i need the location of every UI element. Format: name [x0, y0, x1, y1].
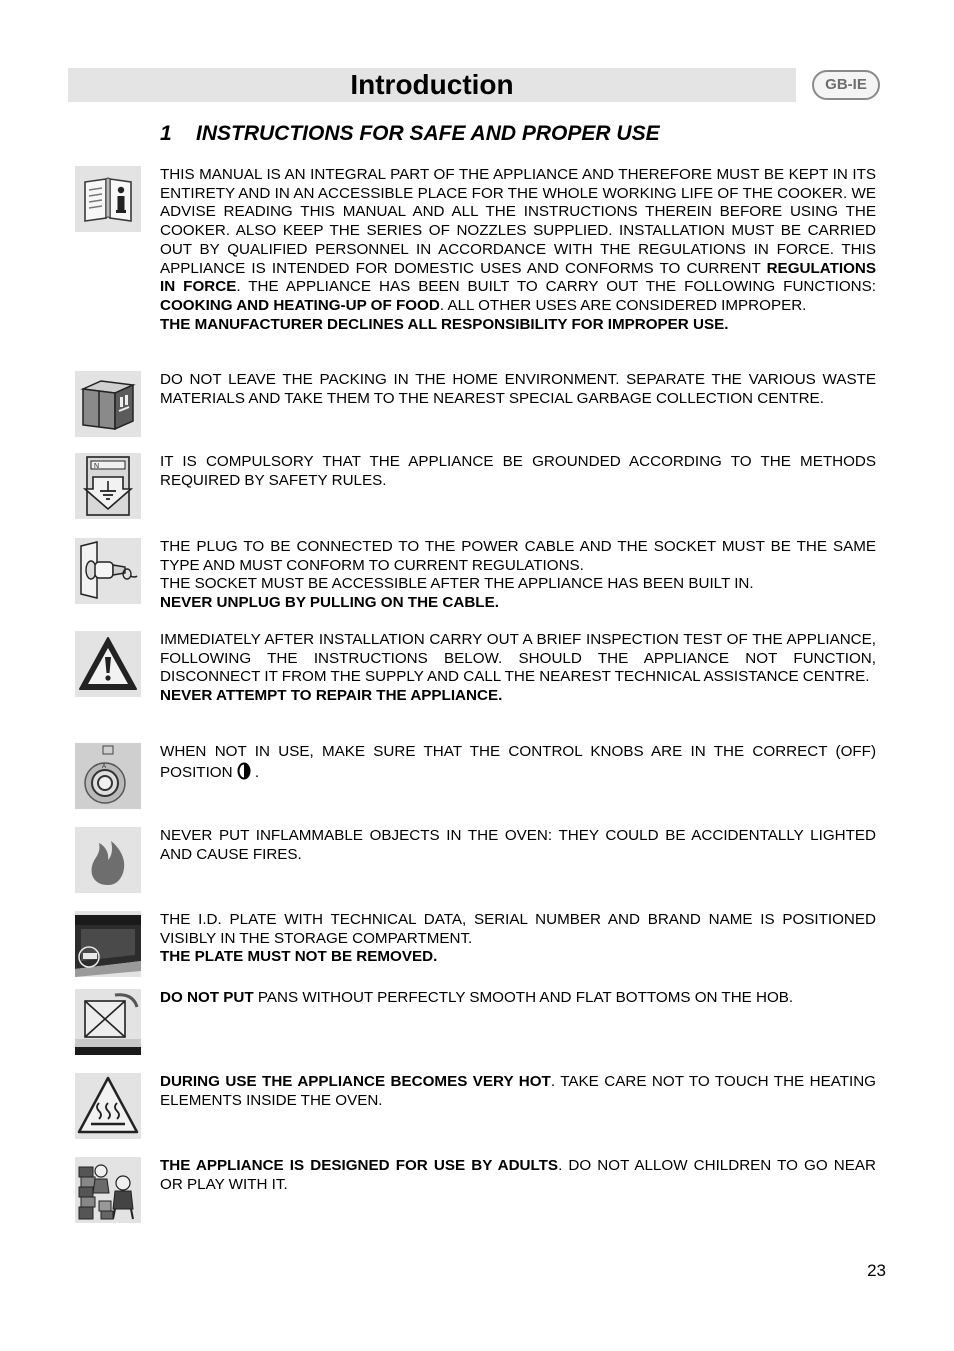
repair-warning: NEVER ATTEMPT TO REPAIR THE APPLIANCE. [160, 687, 503, 705]
manual-info-icon [75, 166, 141, 232]
knob-text: WHEN NOT IN USE, MAKE SURE THAT THE CONTROL KNOBS ARE IN THE CORRECT (OFF) POSITION [160, 743, 876, 781]
section-heading [160, 120, 660, 148]
manual-bold-cooking: COOKING AND HEATING-UP OF FOOD [160, 296, 440, 314]
plate-warning: THE PLATE MUST NOT BE REMOVED. [160, 948, 438, 966]
manual-text: THIS MANUAL IS AN INTEGRAL PART OF THE APPLIANCE AND THEREFORE MUST BE KEPT IN ITS ENTIRETY AND IN AN ACCESSIBLE PLACE FOR THE WHOLE WORKING LIFE OF THE COOKER. WE ADVISE READING THIS MANUAL AND ALL THE INSTRUCTIONS THEREIN BEFORE USING THE COOKER. ALSO KEEP THE SERIES OF NOZZLES SUPPLIED. INSTALLATION MUST BE CARRIED OUT BY QUALIFIED PERSONNEL IN ACCORDANCE WITH THE REGULATIONS IN FORCE. THIS APPLIANCE IS INTENDED FOR DOMESTIC USES AND CONFORMS TO CURRENT [160, 166, 876, 277]
children-icon [75, 1157, 141, 1223]
socket-text: THE SOCKET MUST BE ACCESSIBLE AFTER THE APPLIANCE HAS BEEN BUILT IN. [160, 575, 754, 593]
plug-text: THE PLUG TO BE CONNECTED TO THE POWER CABLE AND THE SOCKET MUST BE THE SAME TYPE AND MUST CONFORM TO CURRENT REGULATIONS. [160, 538, 876, 574]
id-plate-instructions [160, 911, 876, 967]
id-plate-icon [75, 911, 141, 977]
pan-text: PANS WITHOUT PERFECTLY SMOOTH AND FLAT BOTTOMS ON THE HOB. [253, 989, 794, 1006]
svg-text:A: A [102, 764, 107, 770]
svg-text:N: N [94, 463, 100, 470]
packing-box-icon [75, 371, 141, 437]
section-title: INSTRUCTIONS FOR SAFE AND PROPER USE [196, 122, 660, 145]
knob-text-end: . [254, 763, 260, 781]
warning-triangle-icon [75, 631, 141, 697]
language-badge: GB-IE [812, 70, 880, 100]
hot-bold: DURING USE THE APPLIANCE BECOMES VERY HOT [160, 1073, 551, 1090]
pan-bold: DO NOT PUT [160, 989, 254, 1006]
manual-text-functions: . THE APPLIANCE HAS BEEN BUILT TO CARRY OUT THE FOLLOWING FUNCTIONS: [236, 278, 876, 296]
manual-instructions [160, 166, 876, 334]
children-bold: THE APPLIANCE IS DESIGNED FOR USE BY ADULTS [160, 1157, 559, 1174]
manual-disclaimer: THE MANUFACTURER DECLINES ALL RESPONSIBILITY FOR IMPROPER USE. [160, 315, 729, 333]
page-number: 23 [867, 1261, 886, 1280]
packing-instructions [160, 371, 876, 408]
section-number: 1 [160, 122, 172, 145]
plug-warning: NEVER UNPLUG BY PULLING ON THE CABLE. [160, 594, 499, 612]
knob-instructions [160, 743, 876, 785]
pan-instructions [160, 989, 876, 1008]
plug-socket-icon [75, 538, 141, 604]
flame-instructions [160, 827, 876, 864]
hot-instructions [160, 1073, 876, 1110]
packing-text: DO NOT LEAVE THE PACKING IN THE HOME ENVIRONMENT. SEPARATE THE VARIOUS WASTE MATERIALS AND TAKE THEM TO THE NEAREST SPECIAL GARBAGE COLLECTION CENTRE. [160, 371, 876, 407]
grounding-text: IT IS COMPULSORY THAT THE APPLIANCE BE GROUNDED ACCORDING TO THE METHODS REQUIRED BY SAFETY RULES. [160, 453, 876, 489]
hot-surface-icon [75, 1073, 141, 1139]
flame-text: NEVER PUT INFLAMMABLE OBJECTS IN THE OVEN: THEY COULD BE ACCIDENTALLY LIGHTED AND CAUSE FIRES. [160, 827, 876, 863]
manual-bold-regulations: REGULATIONS IN FORCE [160, 259, 876, 296]
inspection-instructions [160, 631, 876, 706]
pan-bottom-icon [75, 989, 141, 1055]
inspection-text: IMMEDIATELY AFTER INSTALLATION CARRY OUT A BRIEF INSPECTION TEST OF THE APPLIANCE, FOLLOWING THE INSTRUCTIONS BELOW. SHOULD THE APPLIANCE NOT FUNCTION, DISCONNECT IT FROM THE SUPPLY AND CALL THE NEAREST TECHNICAL ASSISTANCE CENTRE. [160, 631, 876, 686]
grounding-instructions [160, 453, 876, 490]
manual-text-improper: . ALL OTHER USES ARE CONSIDERED IMPROPER. [439, 296, 807, 314]
control-knob-icon [75, 743, 141, 809]
off-position-icon [237, 762, 251, 786]
children-instructions [160, 1157, 876, 1194]
flame-icon [75, 827, 141, 893]
children-text: . DO NOT ALLOW CHILDREN TO GO NEAR OR PLAY WITH IT. [160, 1157, 876, 1193]
page-title: Introduction [350, 69, 514, 100]
hot-text: . TAKE CARE NOT TO TOUCH THE HEATING ELEMENTS INSIDE THE OVEN. [160, 1073, 876, 1109]
grounding-icon [75, 453, 141, 519]
plug-instructions [160, 538, 876, 613]
plate-text: THE I.D. PLATE WITH TECHNICAL DATA, SERIAL NUMBER AND BRAND NAME IS POSITIONED VISIBLY IN THE STORAGE COMPARTMENT. [160, 911, 876, 947]
